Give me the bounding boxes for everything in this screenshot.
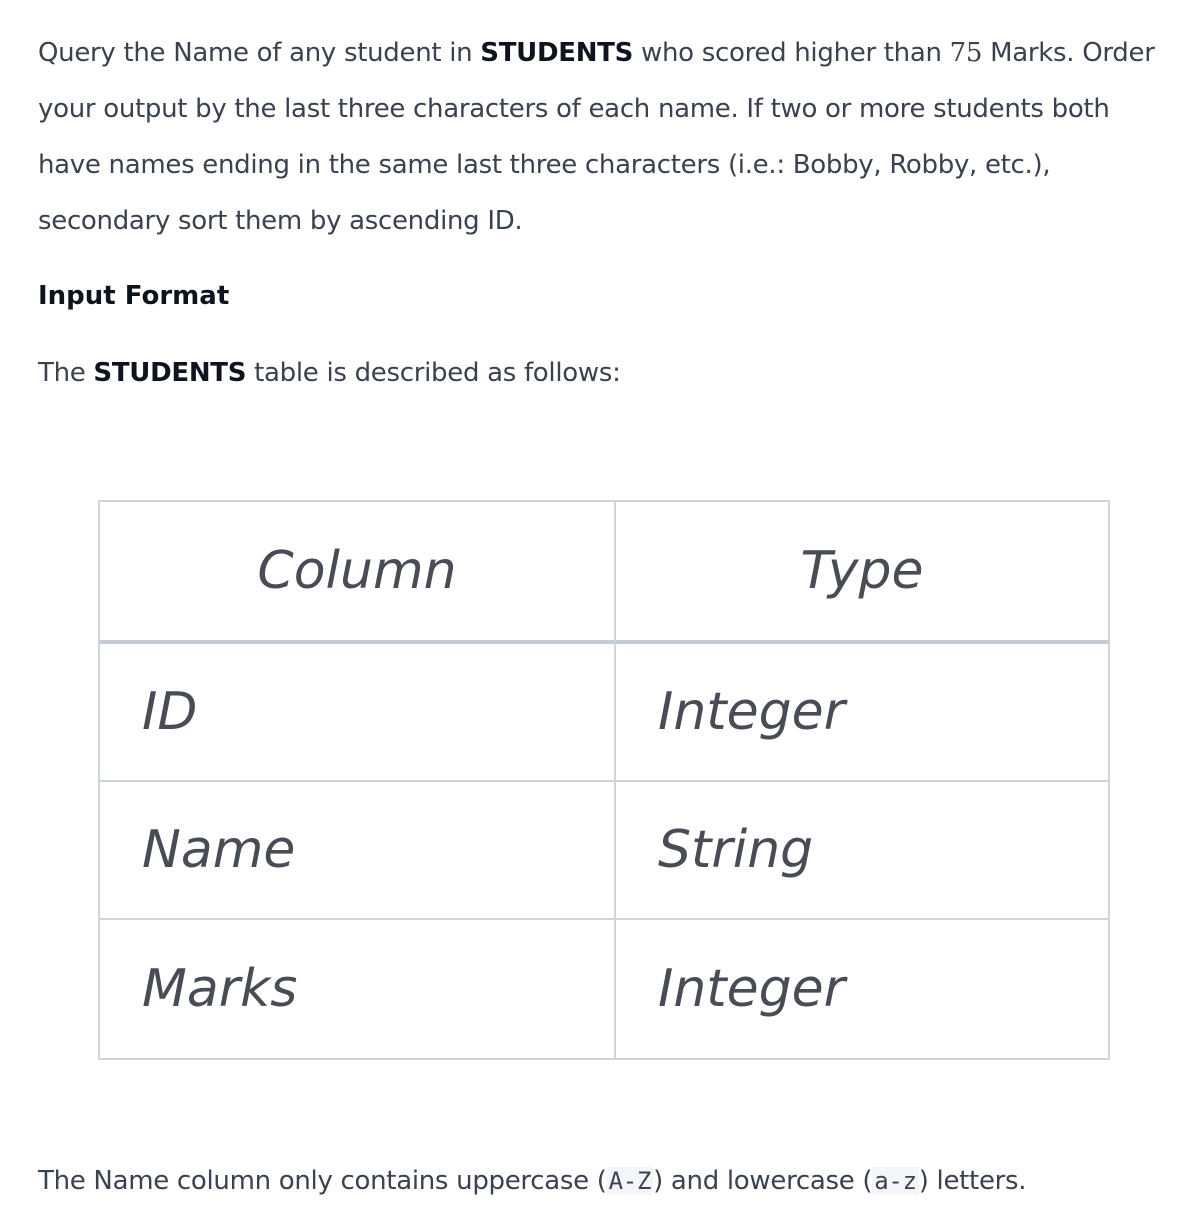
input-format-heading: Input Format <box>38 281 230 311</box>
table-name-students: STUDENTS <box>480 38 634 68</box>
row-marks-column: Marks <box>100 920 616 1058</box>
table-description <box>38 345 1178 401</box>
desc-text-1: The <box>38 358 94 388</box>
note-text-1: The Name column only contains uppercase ( <box>38 1166 607 1196</box>
intro-text-2: who scored higher than <box>633 38 950 68</box>
intro-text-1: Query the Name of any student in <box>38 38 481 68</box>
name-column-note <box>38 1153 1178 1209</box>
row-marks-type: Integer <box>658 959 846 1019</box>
note-text-3: ) letters. <box>918 1166 1027 1196</box>
marks-threshold: 75 <box>949 38 983 68</box>
problem-intro <box>38 25 1178 249</box>
students-schema-table <box>98 500 1110 1060</box>
header-column: Column <box>100 502 616 644</box>
lowercase-range-code: a-z <box>874 1167 917 1195</box>
row-id-column: ID <box>100 644 616 782</box>
header-type: Type <box>616 502 1108 644</box>
table-name-students-desc: STUDENTS <box>93 358 247 388</box>
row-name-column: Name <box>100 782 616 920</box>
desc-text-2: table is described as follows: <box>246 358 621 388</box>
note-text-2: ) and lowercase ( <box>653 1166 873 1196</box>
row-id-type: Integer <box>616 644 1108 782</box>
row-name-type: String <box>616 782 1108 920</box>
intro-text-3: Marks. Order your output by the last three characters of each name. If two or more students both have names ending in the same last three characters (i.e.: Bobby, Robby, etc.), secondary sort them by ascending ID. <box>38 38 1155 236</box>
uppercase-range-code: A-Z <box>608 1167 652 1195</box>
